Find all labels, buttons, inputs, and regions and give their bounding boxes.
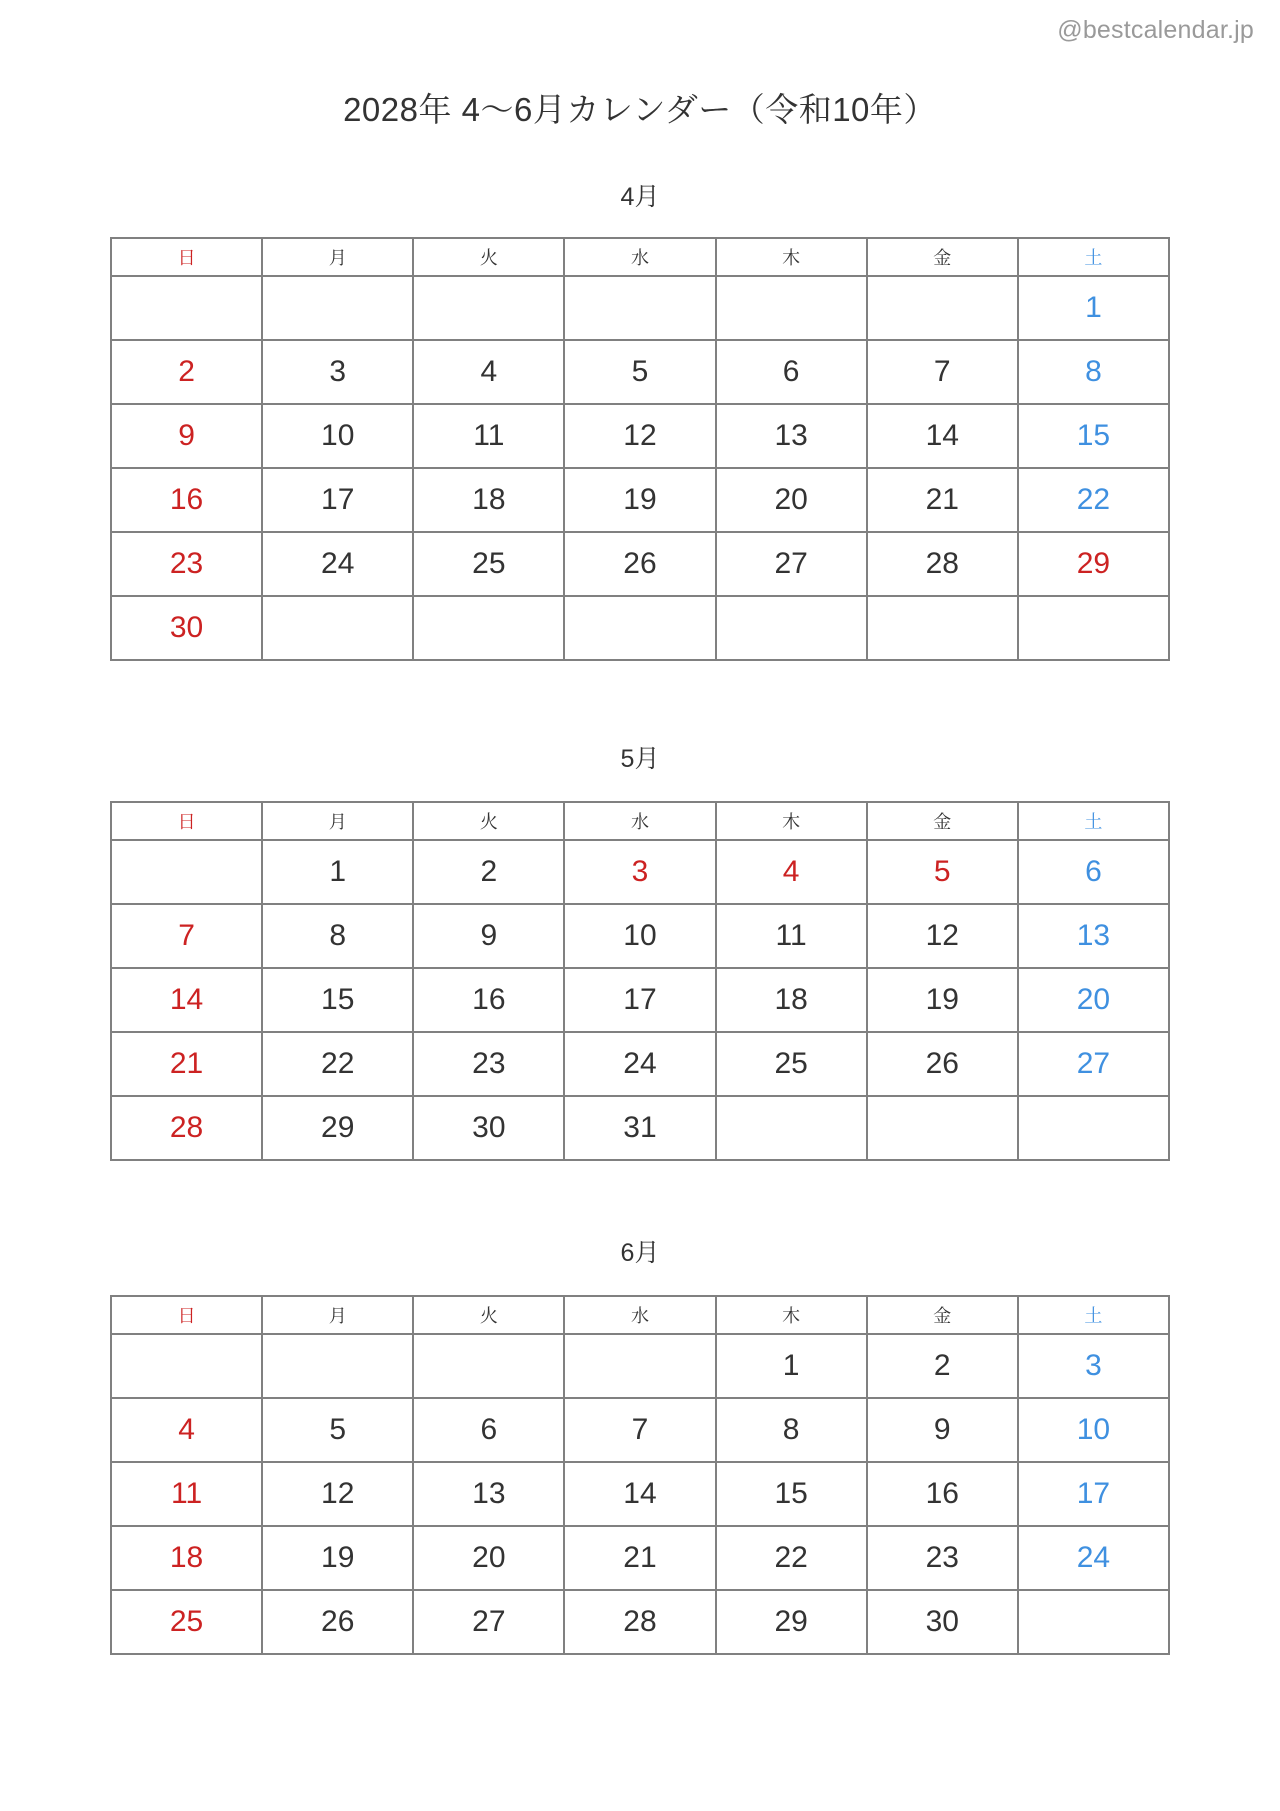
week-row — [111, 468, 1169, 532]
day-cell-empty — [111, 840, 262, 904]
day-cell[interactable]: 5 — [564, 340, 715, 404]
weekday-header-wk: 月 — [262, 1296, 413, 1334]
day-cell[interactable]: 17 — [262, 468, 413, 532]
day-cell-empty — [716, 1096, 867, 1160]
day-cell[interactable]: 12 — [867, 904, 1018, 968]
day-cell-empty — [716, 596, 867, 660]
month-label-may: 5月 — [620, 745, 660, 773]
day-cell-empty — [1018, 1096, 1169, 1160]
day-cell[interactable]: 22 — [716, 1526, 867, 1590]
day-cell-empty — [413, 1334, 564, 1398]
day-cell[interactable]: 9 — [867, 1398, 1018, 1462]
day-cell-empty — [1018, 1590, 1169, 1654]
weekday-header-sat: 土 — [1018, 238, 1169, 276]
day-cell[interactable]: 12 — [262, 1462, 413, 1526]
day-cell[interactable]: 27 — [716, 532, 867, 596]
day-cell[interactable]: 21 — [564, 1526, 715, 1590]
day-cell[interactable]: 9 — [111, 404, 262, 468]
day-cell[interactable]: 3 — [564, 840, 715, 904]
day-cell[interactable]: 1 — [262, 840, 413, 904]
week-row — [111, 840, 1169, 904]
day-cell[interactable]: 27 — [1018, 1032, 1169, 1096]
day-cell[interactable]: 20 — [1018, 968, 1169, 1032]
month-block-june — [110, 1233, 1170, 1655]
day-cell[interactable]: 3 — [262, 340, 413, 404]
day-cell[interactable]: 24 — [1018, 1526, 1169, 1590]
week-row — [111, 1590, 1169, 1654]
weekday-header-row — [111, 238, 1169, 276]
day-cell[interactable]: 14 — [867, 404, 1018, 468]
weekday-header-wk: 火 — [413, 1296, 564, 1334]
day-cell[interactable]: 16 — [867, 1462, 1018, 1526]
day-cell[interactable]: 28 — [867, 532, 1018, 596]
week-row — [111, 904, 1169, 968]
day-cell[interactable]: 20 — [413, 1526, 564, 1590]
day-cell[interactable]: 18 — [413, 468, 564, 532]
day-cell[interactable]: 21 — [111, 1032, 262, 1096]
weekday-header-wk: 金 — [867, 1296, 1018, 1334]
weekday-header-wk: 金 — [867, 802, 1018, 840]
weekday-header-wk: 月 — [262, 238, 413, 276]
week-row — [111, 404, 1169, 468]
day-cell[interactable]: 26 — [867, 1032, 1018, 1096]
day-cell[interactable]: 3 — [1018, 1334, 1169, 1398]
calendar-table-may — [110, 801, 1170, 1161]
day-cell[interactable]: 27 — [413, 1590, 564, 1654]
week-row — [111, 276, 1169, 340]
day-cell[interactable]: 6 — [1018, 840, 1169, 904]
weekday-header-sat: 土 — [1018, 802, 1169, 840]
day-cell[interactable]: 15 — [716, 1462, 867, 1526]
day-cell[interactable]: 1 — [1018, 276, 1169, 340]
day-cell[interactable]: 13 — [413, 1462, 564, 1526]
day-cell[interactable]: 16 — [413, 968, 564, 1032]
day-cell[interactable]: 11 — [413, 404, 564, 468]
day-cell[interactable]: 28 — [111, 1096, 262, 1160]
day-cell[interactable]: 11 — [111, 1462, 262, 1526]
day-cell[interactable]: 14 — [564, 1462, 715, 1526]
day-cell-empty — [1018, 596, 1169, 660]
day-cell[interactable]: 4 — [111, 1398, 262, 1462]
day-cell[interactable]: 30 — [413, 1096, 564, 1160]
day-cell[interactable]: 16 — [111, 468, 262, 532]
calendar-table-april — [110, 237, 1170, 661]
day-cell[interactable]: 29 — [262, 1096, 413, 1160]
day-cell[interactable]: 29 — [716, 1590, 867, 1654]
day-cell-empty — [564, 1334, 715, 1398]
day-cell[interactable]: 2 — [413, 840, 564, 904]
weekday-header-row — [111, 1296, 1169, 1334]
day-cell[interactable]: 8 — [716, 1398, 867, 1462]
day-cell[interactable]: 26 — [564, 532, 715, 596]
day-cell[interactable]: 6 — [716, 340, 867, 404]
day-cell[interactable]: 4 — [716, 840, 867, 904]
day-cell-empty — [111, 1334, 262, 1398]
day-cell[interactable]: 19 — [262, 1526, 413, 1590]
week-row — [111, 340, 1169, 404]
weekday-header-row — [111, 802, 1169, 840]
weekday-header-sun: 日 — [111, 1296, 262, 1334]
day-cell[interactable]: 4 — [413, 340, 564, 404]
day-cell[interactable]: 8 — [262, 904, 413, 968]
day-cell[interactable]: 24 — [262, 532, 413, 596]
day-cell[interactable]: 13 — [1018, 904, 1169, 968]
day-cell[interactable]: 19 — [564, 468, 715, 532]
day-cell[interactable]: 7 — [111, 904, 262, 968]
day-cell[interactable]: 23 — [867, 1526, 1018, 1590]
calendar-table-june — [110, 1295, 1170, 1655]
week-row — [111, 1096, 1169, 1160]
page-title: 2028年 4〜6月カレンダー（令和10年） — [343, 91, 937, 128]
day-cell-empty — [413, 276, 564, 340]
day-cell-empty — [867, 1096, 1018, 1160]
day-cell[interactable]: 6 — [413, 1398, 564, 1462]
day-cell-empty — [867, 596, 1018, 660]
week-row — [111, 596, 1169, 660]
day-cell-empty — [564, 276, 715, 340]
day-cell[interactable]: 14 — [111, 968, 262, 1032]
day-cell[interactable]: 2 — [111, 340, 262, 404]
day-cell[interactable]: 25 — [716, 1032, 867, 1096]
day-cell-empty — [262, 276, 413, 340]
week-row — [111, 1032, 1169, 1096]
day-cell[interactable]: 19 — [867, 968, 1018, 1032]
weekday-header-wk: 火 — [413, 802, 564, 840]
day-cell[interactable]: 18 — [111, 1526, 262, 1590]
day-cell-empty — [716, 276, 867, 340]
day-cell[interactable]: 13 — [716, 404, 867, 468]
week-row — [111, 968, 1169, 1032]
day-cell[interactable]: 10 — [564, 904, 715, 968]
day-cell[interactable]: 7 — [867, 340, 1018, 404]
weekday-header-wk: 木 — [716, 802, 867, 840]
day-cell-empty — [262, 596, 413, 660]
day-cell[interactable]: 5 — [262, 1398, 413, 1462]
weekday-header-sun: 日 — [111, 238, 262, 276]
day-cell[interactable]: 30 — [867, 1590, 1018, 1654]
day-cell[interactable]: 15 — [1018, 404, 1169, 468]
week-row — [111, 1462, 1169, 1526]
day-cell-empty — [111, 276, 262, 340]
day-cell[interactable]: 21 — [867, 468, 1018, 532]
day-cell-empty — [262, 1334, 413, 1398]
weekday-header-sun: 日 — [111, 802, 262, 840]
weekday-header-wk: 木 — [716, 1296, 867, 1334]
day-cell[interactable]: 23 — [413, 1032, 564, 1096]
day-cell[interactable]: 31 — [564, 1096, 715, 1160]
month-label-april: 4月 — [620, 183, 660, 211]
day-cell[interactable]: 15 — [262, 968, 413, 1032]
weekday-header-wk: 火 — [413, 238, 564, 276]
day-cell[interactable]: 17 — [564, 968, 715, 1032]
day-cell[interactable]: 20 — [716, 468, 867, 532]
day-cell[interactable]: 25 — [111, 1590, 262, 1654]
day-cell[interactable]: 11 — [716, 904, 867, 968]
day-cell[interactable]: 29 — [1018, 532, 1169, 596]
day-cell[interactable]: 5 — [867, 840, 1018, 904]
day-cell-empty — [564, 596, 715, 660]
day-cell[interactable]: 22 — [262, 1032, 413, 1096]
months-container — [0, 177, 1280, 1655]
day-cell[interactable]: 9 — [413, 904, 564, 968]
day-cell[interactable]: 7 — [564, 1398, 715, 1462]
day-cell[interactable]: 17 — [1018, 1462, 1169, 1526]
weekday-header-wk: 金 — [867, 238, 1018, 276]
month-block-may — [110, 739, 1170, 1161]
day-cell[interactable]: 25 — [413, 532, 564, 596]
month-label-june: 6月 — [620, 1239, 660, 1267]
day-cell[interactable]: 12 — [564, 404, 715, 468]
day-cell[interactable]: 1 — [716, 1334, 867, 1398]
day-cell[interactable]: 30 — [111, 596, 262, 660]
day-cell[interactable]: 10 — [1018, 1398, 1169, 1462]
site-watermark: @bestcalendar.jp — [1057, 16, 1254, 44]
day-cell[interactable]: 10 — [262, 404, 413, 468]
day-cell-empty — [867, 276, 1018, 340]
month-block-april — [110, 177, 1170, 661]
day-cell[interactable]: 28 — [564, 1590, 715, 1654]
weekday-header-wk: 木 — [716, 238, 867, 276]
week-row — [111, 1334, 1169, 1398]
weekday-header-wk: 水 — [564, 802, 715, 840]
week-row — [111, 1398, 1169, 1462]
weekday-header-wk: 水 — [564, 1296, 715, 1334]
day-cell[interactable]: 26 — [262, 1590, 413, 1654]
day-cell[interactable]: 23 — [111, 532, 262, 596]
day-cell[interactable]: 2 — [867, 1334, 1018, 1398]
day-cell[interactable]: 8 — [1018, 340, 1169, 404]
weekday-header-sat: 土 — [1018, 1296, 1169, 1334]
day-cell[interactable]: 22 — [1018, 468, 1169, 532]
day-cell[interactable]: 18 — [716, 968, 867, 1032]
weekday-header-wk: 月 — [262, 802, 413, 840]
week-row — [111, 532, 1169, 596]
day-cell[interactable]: 24 — [564, 1032, 715, 1096]
day-cell-empty — [413, 596, 564, 660]
week-row — [111, 1526, 1169, 1590]
weekday-header-wk: 水 — [564, 238, 715, 276]
